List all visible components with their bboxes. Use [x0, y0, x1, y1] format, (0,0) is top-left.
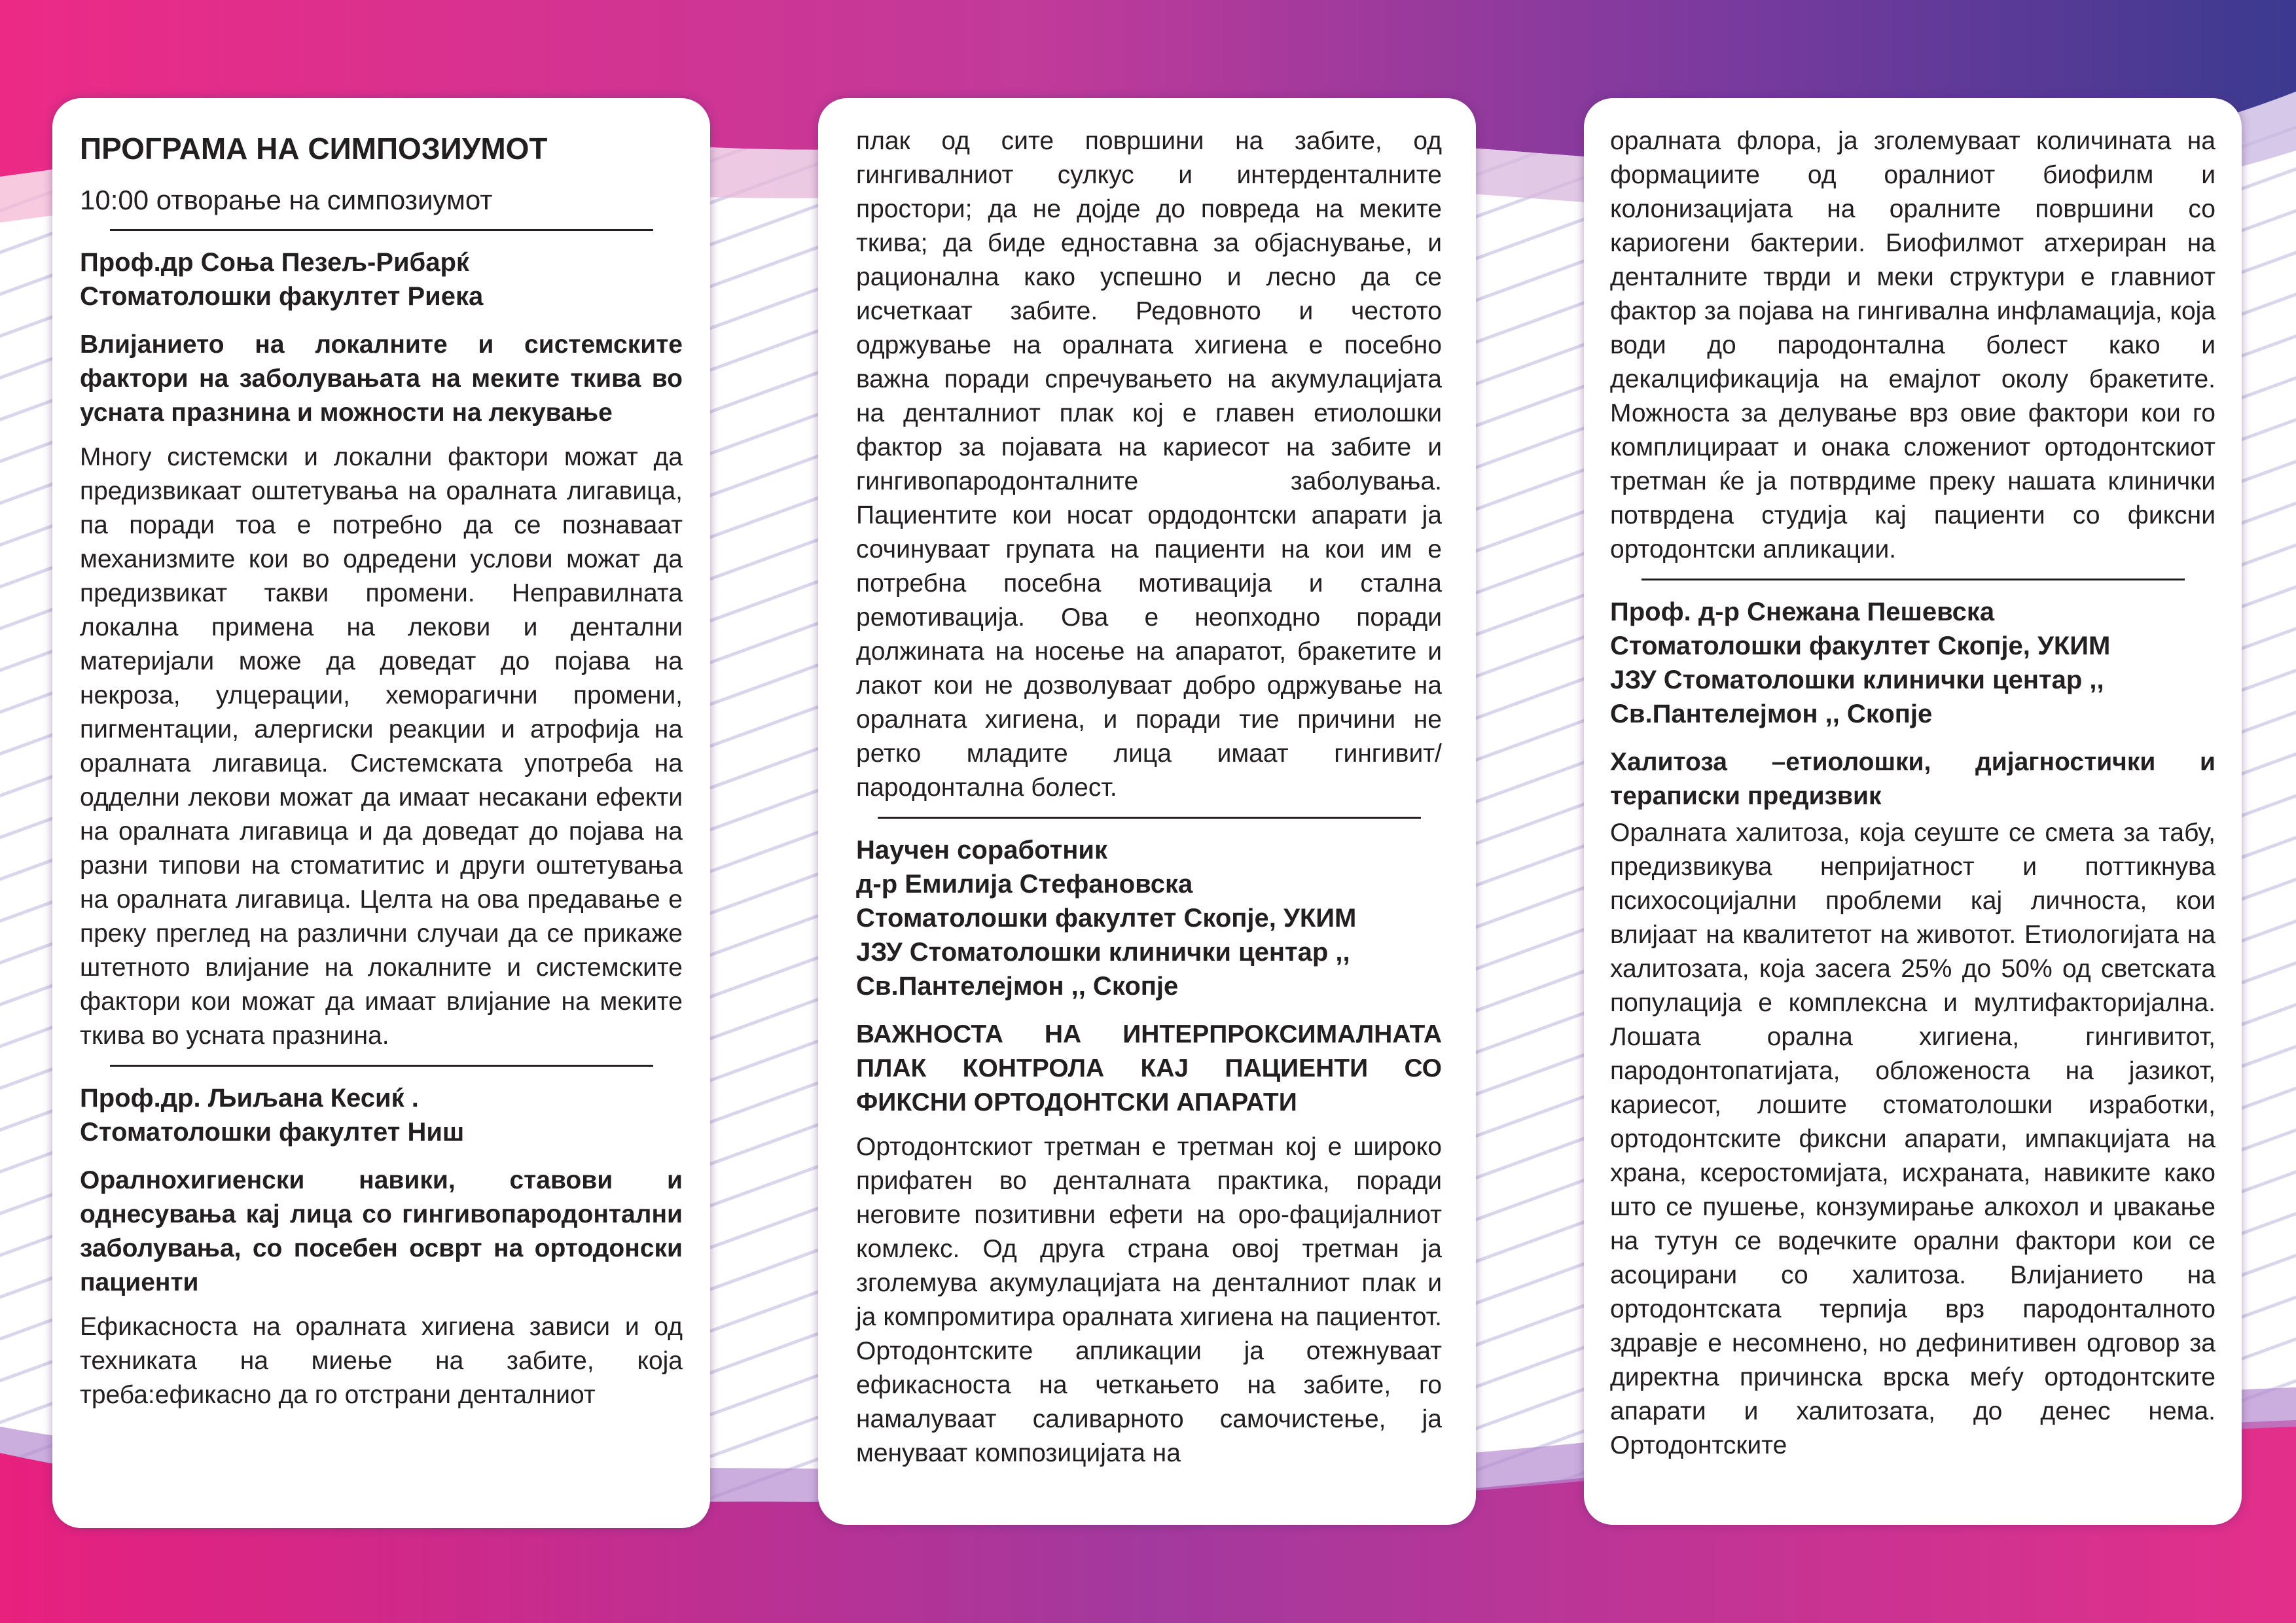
divider: [110, 229, 653, 231]
speaker-4-heading: [1610, 595, 2215, 731]
speaker-1-affiliation: Стоматолошки факултет Риека: [80, 282, 484, 311]
lecture-4-abstract-start: Оралната халитоза, која сеуште се смета за табу, предизвикува непријатност и поттикнува психосоцијални проблеми кај личноста, кои влијаат на квалитетот на животот. Етиологијата на халитозата, која засега 25% до 50% од светската популација е комплексна и мултифакторијална. Лошата орална хигиена, гингивитот, пародонтопатијата, обложеноста на јазикот, кариесот, лошите стоматолошки изработки, ортодонтските фиксни апарати, импакцијата на храна, ксеростомијата, исхраната, навиките како што се пушење, конзумирање алкохол и џвакање на тутун се водечките орални фактори кои се асоцирани со халитоза. Влијанието на ортодонтската терпија врз пародонталното здравје е несомнено, но дефинитивен одговор за директна причинска врска меѓу ортодонтските апарати и халитозата, до денес нема. Ортодонтските: [1610, 819, 2215, 1459]
column-2-panel: [818, 98, 1476, 1525]
speaker-4-affiliation-2: ЈЗУ Стоматолошки клинички центар ,, Св.Пантелејмон ,, Скопје: [1610, 666, 2104, 728]
lecture-2-abstract-continued: плак од сите површини на забите, од гингивалниот сулкус и интерденталните простори; да не дојде до повреда на меките ткива; да биде едноставна за објаснување, и рационална како успешно и лесно да се исчеткаат забите. Редовното и честото одржување на оралната хигиена е посебно важна поради спречувањето на акумулацијата на денталниот плак кој е главен етиолошки фактор за појавата на кариесот на забите и гингивопародонталните заболувања. Пациентите кои носат ордодонтски апарати ја сочинуваат групата на пациенти на кои им е потребна посебна мотивација и стална ремотивација. Ова е неопходно поради должината на носење на апаратот, бракетите и лакот кои не дозволуваат добро одржување на оралната хигиена, и поради тие причини не ретко младите лица имаат гингивит/пародонтална болест.: [856, 127, 1442, 802]
lecture-1-abstract: Многу системски и локални фактори можат да предизвикаат оштетувања на оралната лигавица, па поради тоа е потребно да се познаваат механизмите кои во одредени услови можат да предизвикат такви промени. Неправилната локална примена на лекови и дентални материјали може да доведат до појава на некроза, улцерации, хеморагични промени, пигментации, алергиски реакции и атрофија на оралната лигавица. Системската употреба на одделни лекови можат да имаат несакани ефекти на оралната лигавица и да доведат до појава на разни типови на стоматитис и други оштетувања на оралната лигавица. Целта на ова предавање е преку преглед на различни случаи да се прикаже штетното влијание на локалните и системските фактори кои можат да имаат влијание на меките ткива во усната празнина.: [80, 443, 683, 1050]
speaker-4-affiliation-1: Стоматолошки факултет Скопје, УКИМ: [1610, 632, 2111, 660]
lecture-3-abstract-start: Ортодонтскиот третман е третман кој е широко прифатен во денталната практика, поради неговите позитивни ефети на оро-фацијалниот комлекс. Од друга страна овој третман ја зголемува акумулацијата на денталниот плак и ја компромитира оралната хигиена на пациентот. Ортодонтските апликации ја отежнуваат ефикасноста на четкањето на забите, го намалуваат саливарното самочистење, ја менуваат композицијата на: [856, 1133, 1442, 1467]
column-3-panel: [1584, 98, 2242, 1525]
speaker-1-heading: [80, 245, 683, 313]
speaker-2-affiliation: Стоматолошки факултет Ниш: [80, 1118, 465, 1147]
lecture-3-title: ВАЖНОСТА НА ИНТЕРПРОКСИМАЛНАТА ПЛАК КОНТРОЛА КАЈ ПАЦИЕНТИ СО ФИКСНИ ОРТОДОНТСКИ АПАРАТИ: [856, 1020, 1442, 1116]
speaker-4-name: Проф. д-р Снежана Пешевска: [1610, 597, 1995, 626]
speaker-3-affiliation-2: ЈЗУ Стоматолошки клинички центар ,, Св.Пантелејмон ,, Скопје: [856, 938, 1350, 1001]
speaker-3-role: Научен соработник: [856, 836, 1107, 865]
speaker-3-affiliation-1: Стоматолошки факултет Скопје, УКИМ: [856, 904, 1357, 933]
lecture-4-title: Халитоза –етиолошки, дијагностички и тераписки предизвик: [1610, 748, 2215, 810]
speaker-1-name: Проф.др Соња Пезељ-Рибарќ: [80, 248, 469, 277]
program-title: ПРОГРАМА НА СИМПОЗИУМОТ: [80, 132, 548, 166]
lecture-2-title: Оралнохигиенски навики, ставови и однесувања кај лица со гингивопародонтални заболувања, со посебен осврт на ортодонски пациенти: [80, 1166, 683, 1296]
divider: [1641, 579, 2185, 580]
opening-time: 10:00 отворање на симпозиумот: [80, 185, 493, 215]
speaker-2-name: Проф.др. Љиљана Кесиќ .: [80, 1084, 419, 1113]
lecture-2-abstract-start: Ефикасноста на оралната хигиена зависи и од техниката на миење на забите, која треба:ефикасно да го отстрани денталниот: [80, 1313, 683, 1409]
divider: [110, 1065, 653, 1067]
divider: [878, 817, 1421, 819]
column-1-panel: [52, 98, 710, 1528]
lecture-1-title: Влијанието на локалните и системските фактори на заболувањата на меките ткива во усната празнина и можности на лекување: [80, 330, 683, 427]
lecture-3-abstract-continued: оралната флора, ја зголемуваат количината на формациите од оралниот биофилм и колонизацијата на оралните површини со кариогени бактерии. Биофилмот атхериран на денталните тврди и меки структури е главниот фактор за појава на гингивална инфламација, која води до пародонтална болест како и декалцификација на емајлот околу бракетите. Можноста за делување врз овие фактори кои го комплицираат и онака сложениот ортодонтскиот третман ќе ја потврдиме преку нашата клинички потврдена студија кај пациенти со фиксни ортодонтски апликации.: [1610, 127, 2215, 563]
speaker-3-name: д-р Емилија Стефановска: [856, 870, 1193, 899]
speaker-2-heading: [80, 1081, 683, 1149]
speaker-3-heading: [856, 833, 1442, 1003]
